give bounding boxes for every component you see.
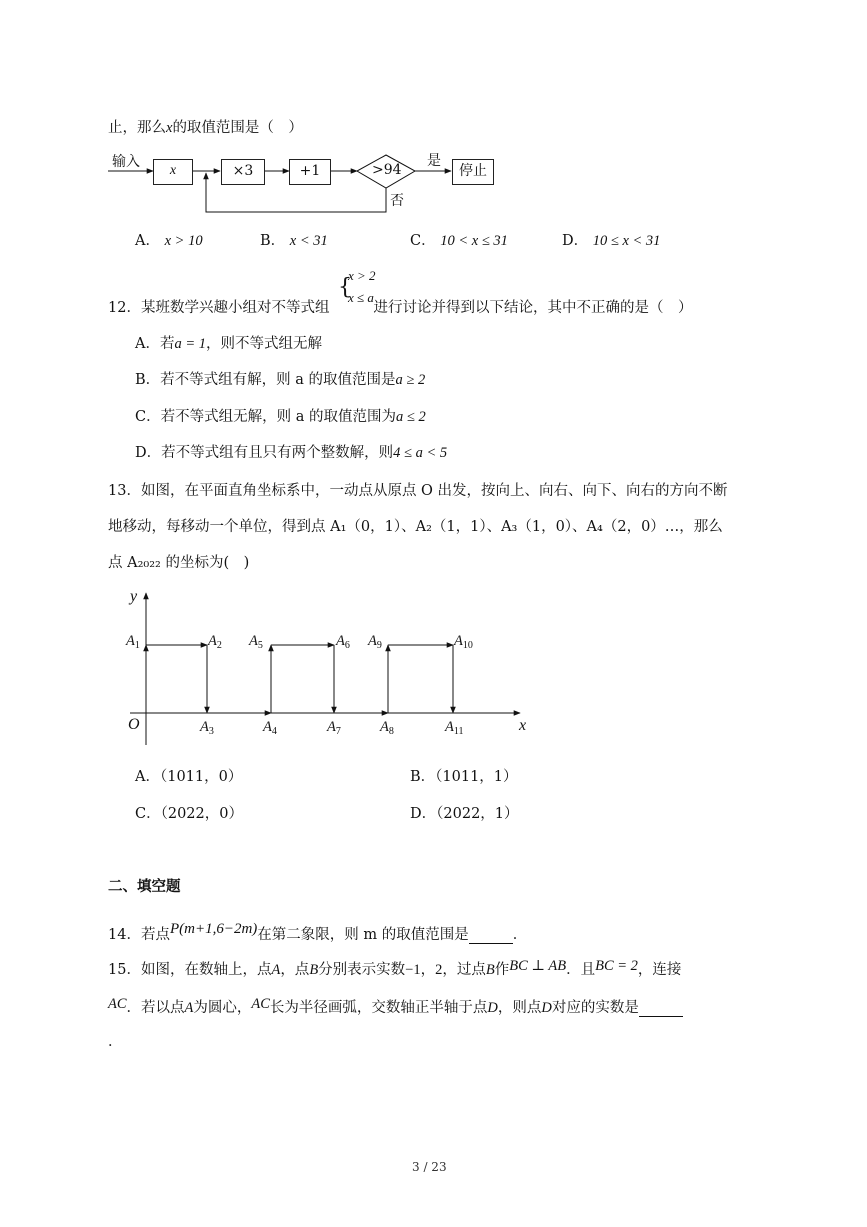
graph-y-label: y [130,588,138,605]
q15-stem-line2: AC．若以点A为圆心，AC长为半径画弧，交数轴正半轴于点D，则点D对应的实数是 [108,996,683,1017]
q15-answer-blank[interactable] [639,1000,683,1017]
q13-option-a[interactable]: A．（1011，0） [135,769,243,785]
flow-no-label: 否 [390,193,404,209]
flow-diamond-label: >94 [372,162,402,178]
q12-stem: 12．某班数学兴趣小组对不等式组 进行讨论并得到以下结论，其中不正确的是（ ） [108,300,693,316]
q12-option-c[interactable]: C．若不等式组无解，则 a 的取值范围为a ≤ 2 [135,409,426,425]
q15-stem-line1: 15．如图，在数轴上，点A，点B分别表示实数−1，2，过点B作BC ⊥ AB．且BC = 2，连接 [108,958,682,978]
q14-answer-blank[interactable] [469,927,513,944]
point-label-a10: $A_{10}$ [454,633,473,651]
q11-option-a[interactable]: A． x > 10 [135,233,203,249]
q12-option-b[interactable]: B．若不等式组有解，则 a 的取值范围是a ≥ 2 [135,372,426,388]
q13-option-d[interactable]: D．（2022，1） [410,806,519,822]
q11-option-d[interactable]: D． 10 ≤ x < 31 [562,233,661,249]
flow-box-times3: ×3 [221,159,265,185]
point-label-a6: $A_6$ [336,633,350,651]
point-label-a1: $A_1$ [126,633,140,651]
q13-stem-line2: 地移动，每移动一个单位，得到点 A₁（0，1）、A₂（1，1）、A₃（1，0）、A₄（2，0）…，那么 [108,519,723,535]
graph-x-label: x [519,717,527,734]
point-label-a4: $A_4$ [263,719,277,737]
q13-stem-line1: 13．如图，在平面直角坐标系中，一动点从原点 O 出发，按向上、向右、向下、向右的方向不断 [108,483,728,499]
point-label-a5: $A_5$ [249,633,263,651]
q12-option-a[interactable]: A．若a = 1，则不等式组无解 [135,336,323,352]
point-label-a3: $A_3$ [200,719,214,737]
q13-option-b[interactable]: B．（1011，1） [410,769,518,785]
q14-stem: 14．若点P(m+1,6−2m)在第二象限，则 m 的取值范围是 ． [108,921,528,943]
q12-option-d[interactable]: D．若不等式组有且只有两个整数解，则4 ≤ a < 5 [135,445,448,461]
point-label-a2: $A_2$ [208,633,222,651]
flow-input-label: 输入 [112,154,140,170]
section-title-fill-blank: 二、填空题 [108,879,181,895]
page-number: 3 / 23 [412,1160,447,1174]
q12-system-line1: x > 2 [348,268,376,283]
q12-system-line2: x ≤ a [348,290,374,305]
q13-graph-lines [110,585,540,750]
point-label-a8: $A_8$ [380,719,394,737]
q11-intro: 止，那么x的取值范围是（ ） [108,120,303,136]
q13-option-c[interactable]: C．（2022，0） [135,806,243,822]
graph-origin-label: O [128,716,140,733]
q11-option-b[interactable]: B． x < 31 [260,233,328,249]
flow-box-stop: 停止 [452,159,494,185]
q13-stem-line3: 点 A₂₀₂₂ 的坐标为( ) [108,555,250,571]
point-label-a7: $A_7$ [327,719,341,737]
flow-yes-label: 是 [427,153,441,169]
q12-brace: { [338,275,352,300]
flow-box-x: x [153,159,193,185]
point-label-a11: $A_{11}$ [445,719,464,737]
q11-option-c[interactable]: C． 10 < x ≤ 31 [410,233,508,249]
flow-box-plus1: +1 [289,159,331,185]
q15-end: ． [108,1034,123,1050]
point-label-a9: $A_9$ [368,633,382,651]
